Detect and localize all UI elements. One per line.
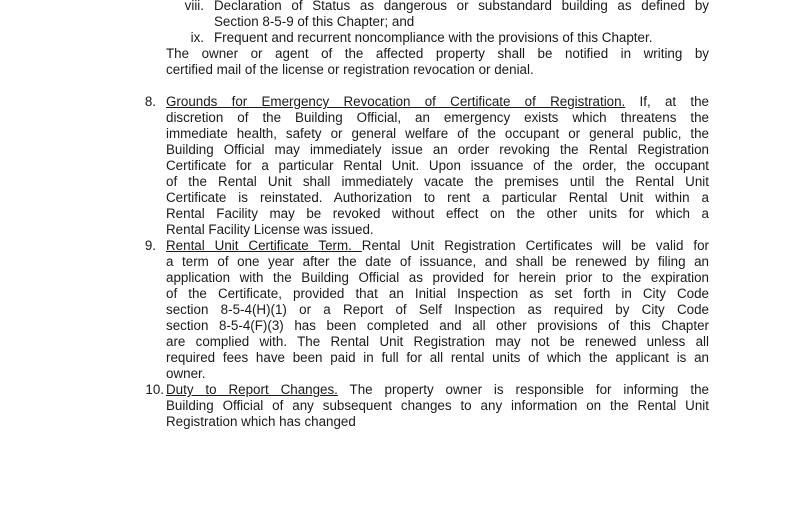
- text-line: discretion of the Building Official, an emergency exists which threatens the: [166, 110, 709, 125]
- item-heading: Duty to Report Changes.: [166, 382, 338, 397]
- text-line: Section 8-5-9 of this Chapter; and: [214, 14, 415, 29]
- list-number: 10.: [145, 382, 164, 397]
- text-line: Frequent and recurrent noncompliance with the provisions of this Chapter.: [214, 30, 653, 45]
- sub-item-viii: [214, 0, 709, 30]
- text-line: a term of one year after the date of issuance, and shall be renewed by filing an: [166, 254, 709, 269]
- text-line: section 8-5-4(H)(1) or a Report of Self Inspection as required by City Code: [166, 302, 709, 317]
- text-line: The owner or agent of the affected property shall be notified in writing by: [166, 46, 709, 61]
- text-line: Certificate is reinstated. Authorization to rent a particular Rental Unit within a: [166, 190, 709, 205]
- item-text: If, at the: [625, 94, 710, 109]
- text-line: owner.: [166, 366, 206, 381]
- list-number: 8.: [144, 94, 156, 109]
- text-line: [166, 238, 709, 254]
- list-item-8: [166, 94, 709, 238]
- list-number: ix.: [190, 30, 204, 45]
- text-line: application with the Building Official as provided for herein prior to the expiration: [166, 270, 709, 285]
- text-line: [166, 382, 709, 398]
- text-line: Rental Facility License was issued.: [166, 222, 374, 237]
- text-line: Registration which has changed: [166, 414, 356, 429]
- text-line: of the Certificate, provided that an Initial Inspection as set forth in City Code: [166, 286, 709, 301]
- text-line: section 8-5-4(F)(3) has been completed and all other provisions of this Chapter: [166, 318, 709, 333]
- item-text: The property owner is responsible for informing the: [337, 382, 709, 397]
- text-line: certified mail of the license or registration revocation or denial.: [166, 62, 534, 77]
- text-line: Building Official may immediately issue an order revoking the Rental Registration: [166, 142, 709, 157]
- text-line: of the Rental Unit shall immediately vacate the premises until the Rental Unit: [166, 174, 709, 189]
- item-heading: Grounds for Emergency Revocation of Certificate of Registration.: [166, 94, 626, 109]
- text-line: [166, 94, 709, 110]
- sub-item-ix: [214, 30, 709, 46]
- text-line: Building Official of any subsequent changes to any information on the Rental Unit: [166, 398, 709, 413]
- list-item-10: [166, 382, 709, 430]
- list-item-9: [166, 238, 709, 382]
- list-number: viii.: [184, 0, 204, 13]
- text-line: are complied with. The Rental Unit Registration may not be renewed unless all: [166, 334, 709, 349]
- item-text: Rental Unit Registration Certificates will be valid for: [361, 238, 709, 253]
- item-heading: Rental Unit Certificate Term.: [166, 238, 362, 253]
- text-line: required fees have been paid in full for all rental units of which the applicant is an: [166, 350, 709, 365]
- revocation-notice: [166, 46, 709, 78]
- text-line: Certificate for a particular Rental Unit. Upon issuance of the order, the occupant: [166, 158, 709, 173]
- list-number: 9.: [144, 238, 156, 253]
- text-line: Declaration of Status as dangerous or substandard building as defined by: [214, 0, 709, 13]
- text-line: Rental Facility may be revoked without effect on the other units for which a: [166, 206, 709, 221]
- text-line: immediate health, safety or general welfare of the occupant or general public, the: [166, 126, 709, 141]
